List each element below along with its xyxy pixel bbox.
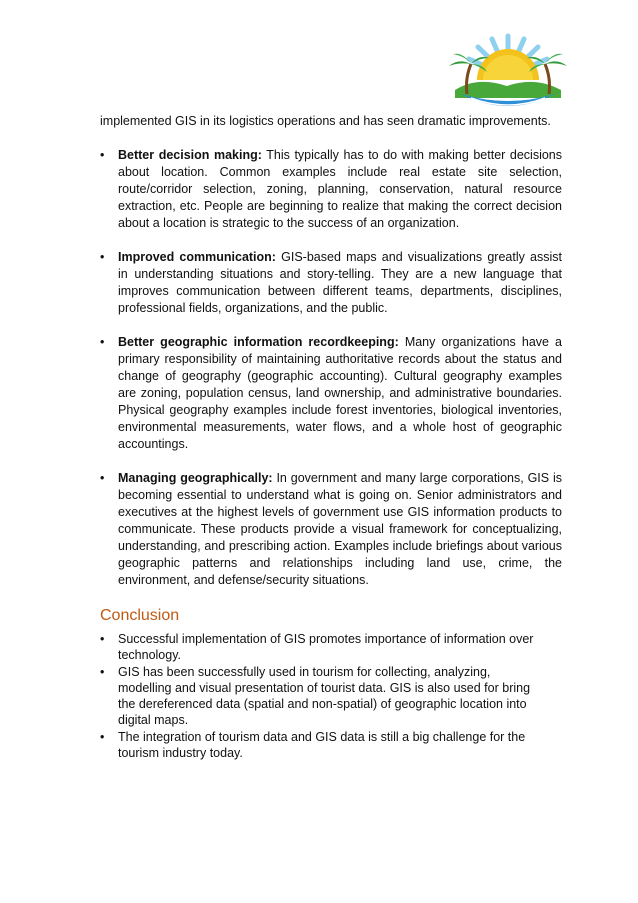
item-text: GIS has been successfully used in tourism for collecting, analyzing, modelling and visual presentation of tourist data. GIS is also used for bring the dereferenced data (spatial and non-spatial) of geographic location into digital maps. [118,665,531,727]
document-body [100,113,562,762]
benefits-list [100,147,562,589]
bullet-icon: • [100,335,105,349]
list-item [100,631,540,663]
item-text: This typically has to do with making better decisions about location. Common examples include real estate site selection, route/corridor selection, zoning, planning, conservation, natural resource extraction, etc. People are beginning to realize that making the correct decision about a location is strategic to the success of an organization. [118,148,562,230]
list-item [100,249,562,317]
item-lead: Better geographic information recordkeeping: [118,335,399,349]
list-item [100,664,540,728]
list-item [100,729,540,761]
item-text: Many organizations have a primary responsibility of maintaining authoritative records about the status and change of geography (geographic accounting). Cultural geography examples are zoning, population census, land ownership, and administrative boundaries. Physical geography examples include forest inventories, biological inventories, environmental measurements, water flows, and a whole host of geographic accountings. [118,335,562,451]
list-item [100,470,562,589]
item-text: GIS-based maps and visualizations greatly assist in understanding situations and story-telling. They are a new language that improves communication between different teams, departments, disciplines, professional fields, organizations, and the public. [118,250,562,315]
intro-continuation: implemented GIS in its logistics operations and has seen dramatic improvements. [100,114,551,128]
item-lead: Improved communication: [118,250,276,264]
item-lead: Better decision making: [118,148,262,162]
item-lead: Managing geographically: [118,471,273,485]
list-item [100,147,562,232]
bullet-icon: • [100,665,105,679]
bullet-icon: • [100,250,105,264]
bullet-icon: • [100,730,105,744]
list-item [100,334,562,453]
item-text: Successful implementation of GIS promotes importance of information over technology. [118,632,534,662]
conclusion-heading: Conclusion [100,607,180,624]
bullet-icon: • [100,471,105,485]
island-sun-palm-logo-icon [437,28,579,114]
item-text: The integration of tourism data and GIS data is still a big challenge for the tourism industry today. [118,730,526,760]
item-text: In government and many large corporations, GIS is becoming essential to understand what is going on. Senior administrators and executives at the highest levels of government use GIS information products to communicate. These products provide a visual framework for conceptualizing, understanding, and prescribing action. Examples include briefings about various geographic patterns and relationships including land use, crime, the environment, and defense/security situations. [118,471,563,587]
bullet-icon: • [100,148,105,162]
conclusion-list [100,631,540,761]
bullet-icon: • [100,632,105,646]
